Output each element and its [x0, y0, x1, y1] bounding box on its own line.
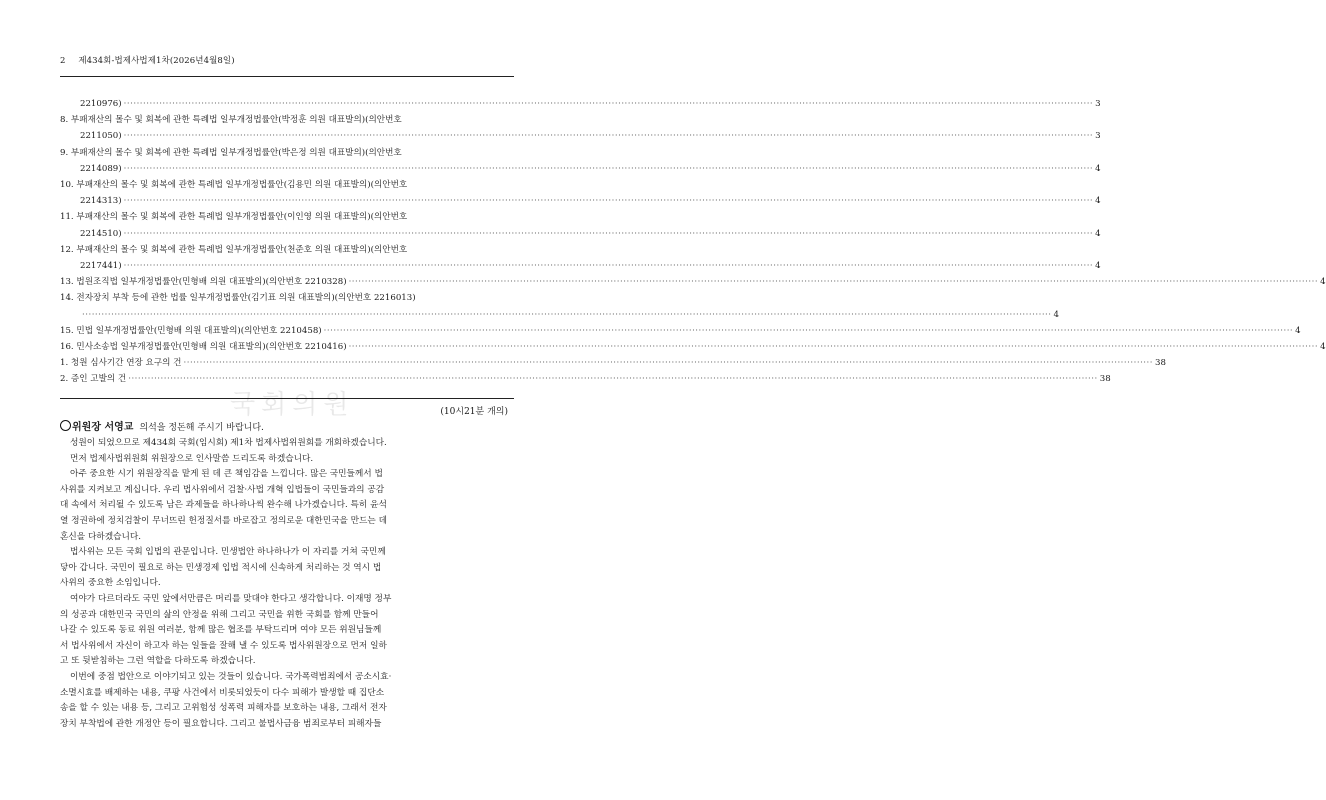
page-header: [60, 54, 235, 66]
toc-page-number: 4: [1320, 277, 1326, 288]
toc-item-title: 16. 민사소송법 일부개정법률안(민형배 의원 대표발의)(의안번호 2210416): [60, 342, 347, 353]
toc-item-title: 12. 부패재산의 몰수 및 회복에 관한 특례법 일부개정법률안(천준호 의원 대표발의)(의안번호: [60, 244, 408, 255]
toc-leader-dots: ············································································································································································································································································································: [348, 277, 1319, 288]
speech-block: [60, 420, 514, 732]
toc-page-number: 4: [1095, 196, 1101, 207]
paragraph-line: 닿아 갑니다. 국민이 필요로 하는 민생경제 입법 적시에 신속하게 처리하는 것 역시 법: [60, 562, 382, 573]
speech-paragraph: [60, 436, 514, 452]
toc-leader-dots: ············································································································································································································································································································: [348, 342, 1319, 353]
paragraph-line: 의 성공과 대한민국 국민의 삶의 안정을 위해 그리고 국민을 위한 국회를 함께 만들어: [60, 609, 379, 620]
toc-item-continuation: 2214089): [80, 163, 122, 174]
toc-leader-dots: ············································································································································································································································································································: [128, 374, 1098, 385]
toc-page-number: 4: [1095, 163, 1101, 174]
toc-item-continuation: 2214313): [80, 196, 122, 207]
toc-item-title: 9. 부패재산의 몰수 및 회복에 관한 특례법 일부개정법률안(박은정 의원 대표발의)(의안번호: [60, 147, 402, 158]
session-time-note: (10시21분 개의): [440, 407, 508, 417]
toc-item: [60, 112, 1101, 144]
paragraph-line: 사위를 지켜보고 계십니다. 우리 법사위에서 검찰·사법 개혁 입법들이 국민들과의 공감: [60, 484, 385, 495]
speech-paragraph: [60, 452, 514, 468]
toc-item-title: 2. 증인 고발의 건: [60, 374, 127, 385]
toc-item-continuation: 2210976): [80, 99, 122, 109]
toc-item-title: 15. 민법 일부개정법률안(민형배 의원 대표발의)(의안번호 2210458): [60, 325, 322, 336]
toc-leader-dots: ············································································································································································································································································································: [123, 131, 1094, 142]
toc-item-title: 1. 청원 심사기간 연장 요구의 건: [60, 358, 182, 369]
toc-page-number: 4: [1095, 228, 1101, 239]
toc-leader-dots: ············································································································································································································································································································: [183, 358, 1153, 369]
speaker-line: [60, 420, 514, 436]
paragraph-line: 성원이 되었으므로 제434회 국회(임시회) 제1차 법제사법위원회를 개회하겠습니다.: [70, 438, 387, 448]
toc-leader-dots: ············································································································································································································································································································: [123, 99, 1094, 109]
watermark: 국회의원: [230, 390, 355, 420]
toc-leader-dots: ············································································································································································································································································································: [123, 196, 1094, 207]
toc-item: [60, 96, 1101, 112]
toc-item: [60, 339, 1326, 355]
toc-leader-dots: ············································································································································································································································································································: [123, 163, 1094, 174]
paragraph-line: 서 법사위에서 자신이 하고자 하는 일들을 잘해 낼 수 있도록 법사위원장으로 먼저 일하: [60, 640, 387, 651]
toc-item-continuation: 2211050): [80, 131, 122, 142]
section-rule: [60, 398, 514, 399]
paragraph-line: 송을 할 수 있는 내용 등, 그리고 고위험성 성폭력 피해자를 보호하는 내용, 그래서 전자: [60, 703, 387, 714]
toc-page-number: 4: [1295, 325, 1301, 336]
toc-page-number: 3: [1095, 131, 1101, 142]
paragraph-line: 열 정권하에 정치검찰이 무너뜨린 헌정질서를 바로잡고 정의로운 대한민국을 만드는 데: [60, 515, 387, 526]
toc-page-number: 38: [1099, 374, 1111, 385]
speaker-name: 위원장 서영교: [72, 422, 134, 433]
toc-item-title: 14. 전자장치 부착 등에 관한 법률 일부개정법률안(김기표 의원 대표발의)(의안번호 2216013): [60, 293, 416, 304]
speech-opening: 의석을 정돈해 주시기 바랍니다.: [139, 423, 264, 433]
toc-page-number: 38: [1155, 358, 1166, 369]
toc-item-continuation: 2217441): [80, 261, 122, 272]
paragraph-line: 혼신을 다하겠습니다.: [60, 531, 142, 542]
paragraph-line: 아주 중요한 시기 위원장직을 맡게 된 데 큰 책임감을 느낍니다. 많은 국민들께서 법: [70, 469, 383, 480]
toc-leader-dots: ············································································································································································································································································································: [323, 325, 1294, 336]
paragraph-line: 여야가 다르더라도 국민 앞에서만큼은 머리를 맞대야 한다고 생각합니다. 이재명 정부: [70, 593, 392, 604]
toc-page-number: 3: [1095, 99, 1101, 109]
toc-item: [60, 209, 1101, 241]
speech-paragraphs: [60, 436, 514, 732]
toc-item: [60, 177, 1101, 209]
header-rule: [60, 76, 514, 77]
toc-leader-dots: ············································································································································································································································································································: [123, 261, 1094, 272]
toc-item-title: 13. 법원조직법 일부개정법률안(민형배 의원 대표발의)(의안번호 2210328): [60, 277, 347, 288]
paragraph-line: 대 속에서 처리될 수 있도록 남은 과제들을 하나하나씩 완수해 나가겠습니다. 특히 윤석: [60, 500, 387, 511]
toc-item-continuation: 2214510): [80, 228, 122, 239]
toc-page-number: 4: [1320, 342, 1326, 353]
toc-item: [60, 145, 1101, 177]
paragraph-line: 나갈 수 있도록 동료 위원 여러분, 함께 많은 협조를 부탁드리며 여야 모든 위원님들께: [60, 625, 382, 636]
toc-item-title: 11. 부패재산의 몰수 및 회복에 관한 특례법 일부개정법률안(이인영 의원 대표발의)(의안번호: [60, 212, 408, 223]
toc-leader-dots: ············································································································································································································································································································: [123, 228, 1094, 239]
toc-leader-dots: ············································································································································································································································································································: [82, 309, 1052, 320]
toc-item: [60, 290, 1059, 322]
table-of-contents: [60, 96, 1326, 388]
toc-page-number: 4: [1095, 261, 1101, 272]
paragraph-line: 법사위는 모든 국회 입법의 관문입니다. 민생법안 하나하나가 이 자리를 거쳐 국민께: [70, 547, 386, 558]
toc-item: [60, 274, 1326, 290]
paragraph-line: 고 또 뒷받침하는 그런 역할을 다하도록 하겠습니다.: [60, 656, 256, 667]
toc-item: [60, 242, 1101, 274]
speaker-circle-icon: [60, 420, 71, 431]
speech-paragraph: [60, 545, 514, 592]
toc-item: [60, 323, 1301, 339]
toc-item-title: 8. 부패재산의 몰수 및 회복에 관한 특례법 일부개정법률안(박정훈 의원 대표발의)(의안번호: [60, 115, 402, 126]
toc-item: [60, 355, 1166, 371]
speech-paragraph: [60, 592, 514, 670]
toc-item-title: 10. 부패재산의 몰수 및 회복에 관한 특례법 일부개정법률안(김용민 의원 대표발의)(의안번호: [60, 180, 408, 191]
paragraph-line: 먼저 법제사법위원회 위원장으로 인사말씀 드리도록 하겠습니다.: [70, 453, 314, 464]
paragraph-line: 장치 부착법에 관한 개정안 등이 필요합니다. 그리고 불법사금융 범죄로부터 피해자들: [60, 718, 382, 729]
paragraph-line: 사위의 중요한 소임입니다.: [60, 578, 161, 589]
paragraph-line: 이번에 중점 법안으로 이야기되고 있는 것들이 있습니다. 국가폭력범죄에서 공소시효·: [70, 671, 392, 682]
speech-paragraph: [60, 670, 514, 732]
speech-paragraph: [60, 467, 514, 545]
page-number: 2: [60, 56, 66, 66]
page-header-title: 제434회-법제사법제1차(2026년4월8일): [78, 56, 235, 66]
paragraph-line: 소멸시효를 배제하는 내용, 쿠팡 사건에서 비롯되었듯이 다수 피해가 발생할 때 집단소: [60, 687, 385, 698]
toc-page-number: 4: [1053, 309, 1059, 320]
